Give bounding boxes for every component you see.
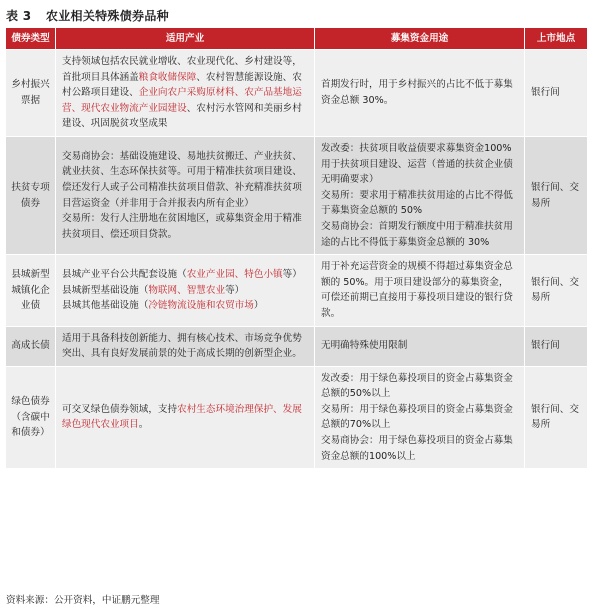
industry-cell (56, 326, 315, 366)
industry-text: 适用于具备科技创新能力、拥有核心技术、市场竞争优势突出、具有良好发展前景的处于高成长期的创新型企业。 (62, 332, 302, 360)
bond-type-cell: 乡村振兴票据 (6, 50, 56, 137)
funds-use-line: 交易商协会：用于绿色募投项目的资金占募集资金总额的100%以上 (321, 435, 513, 462)
industry-text: 。 (138, 419, 149, 431)
funds-use-cell (315, 255, 525, 326)
industry-cell (56, 255, 315, 326)
industry-cell (56, 136, 315, 254)
header-listing: 上市地点 (525, 28, 588, 50)
listing-cell: 银行间、交易所 (525, 255, 588, 326)
industry-text: 支持领域包括农民就业增收、农业现代化、乡村建设等，首批项目具体涵盖 (62, 56, 302, 83)
industry-text: 交易所：发行人注册地在贫困地区，或募集资金用于精准扶贫项目、偿还项目贷款。 (62, 213, 302, 240)
table-body (6, 50, 588, 469)
industry-text: 交易商协会：基础设施建设、易地扶贫搬迁、产业扶贫、就业扶贫、生态环保扶贫等。可用于精准扶贫项目建设、偿还发行人或子公司精准扶贫项目借款、补充精准扶贫项目营运资金（并非用于合并报表内所有企业） (62, 150, 302, 209)
bond-type-cell: 扶贫专项债券 (6, 136, 56, 254)
listing-cell: 银行间 (525, 326, 588, 366)
table-row (6, 326, 588, 366)
header-bond-type: 债券类型 (6, 28, 56, 50)
industry-text: 县城其他基础设施（ (62, 300, 149, 312)
funds-use-line: 交易所：要求用于精准扶贫用途的占比不得低于募集资金总额的 50% (321, 189, 513, 217)
header-funds-use: 募集资金用途 (315, 28, 525, 50)
funds-use-cell (315, 50, 525, 137)
funds-use-cell (315, 366, 525, 469)
listing-cell: 银行间、交易所 (525, 136, 588, 254)
bond-types-table (5, 27, 588, 469)
highlight-text: 物联网、智慧农业 (148, 284, 226, 296)
header-industry: 适用产业 (56, 28, 315, 50)
funds-use-cell (315, 326, 525, 366)
listing-cell: 银行间 (525, 50, 588, 137)
funds-use-line: 用于补充运营资金的规模不得超过募集资金总额的 50%。用于项目建设部分的募集资金，可偿还前期已直接用于募投项目建设的银行贷款。 (321, 261, 513, 319)
highlight-text: 粮食收储保障 (138, 71, 197, 83)
bond-type-cell: 高成长债 (6, 326, 56, 366)
industry-text: 、农村智慧能源设施、农村公路项目建设、 (62, 71, 302, 99)
table-row (6, 366, 588, 469)
industry-text: ） (253, 300, 264, 312)
highlight-text: 农业产业园、特色小镇 (186, 268, 283, 280)
table-title (6, 7, 169, 24)
industry-text: 可交叉绿色债券领域，支持 (62, 403, 178, 415)
table-row (6, 50, 588, 137)
funds-use-line: 发改委：用于绿色募投项目的资金占募集资金总额的50%以上 (321, 372, 513, 400)
table-title-text: 农业相关特殊债券品种 (45, 9, 169, 23)
table-row (6, 255, 588, 326)
highlight-text: 企业向农户采购原材料、农产品基地运营、现代农业物流产业园建设 (62, 87, 302, 114)
header-row (6, 28, 588, 50)
funds-use-line: 首期发行时，用于乡村振兴的占比不低于募集资金总额 30%。 (321, 79, 513, 106)
industry-text: 县城产业平台公共配套设施（ (62, 268, 187, 280)
industry-text: 、农村污水管网和美丽乡村建设、巩固脱贫攻坚成果 (62, 102, 302, 130)
highlight-text: 冷链物流设施和农贸市场 (148, 300, 254, 312)
table-row (6, 136, 588, 254)
bond-type-cell: 绿色债券（含碳中和债券） (6, 366, 56, 469)
source-note: 资料来源：公开资料，中证鹏元整理 (6, 595, 160, 606)
industry-text: 县城新型基础设施（ (62, 284, 149, 296)
table-number: 表 3 (6, 9, 32, 23)
funds-use-line: 交易商协会：首期发行额度中用于精准扶贫用途的占比不得低于募集资金总额的 30% (321, 220, 513, 248)
bond-type-cell: 县城新型城镇化企业债 (6, 255, 56, 326)
funds-use-line: 发改委：扶贫项目收益债要求募集资金100%用于扶贫项目建设、运营（普通的扶贫企业债无明确要求） (321, 142, 513, 186)
industry-text: 等） (225, 284, 245, 296)
funds-use-line: 无明确特殊使用限制 (321, 340, 408, 352)
funds-use-line: 交易所：用于绿色募投项目的资金占募集资金总额的70%以上 (321, 403, 513, 431)
industry-text: 等） (282, 268, 302, 280)
industry-cell (56, 50, 315, 137)
highlight-text: 农村生态环境治理保护、发展绿色现代农业项目 (62, 403, 302, 431)
listing-cell: 银行间、交易所 (525, 366, 588, 469)
funds-use-cell (315, 136, 525, 254)
industry-cell (56, 366, 315, 469)
